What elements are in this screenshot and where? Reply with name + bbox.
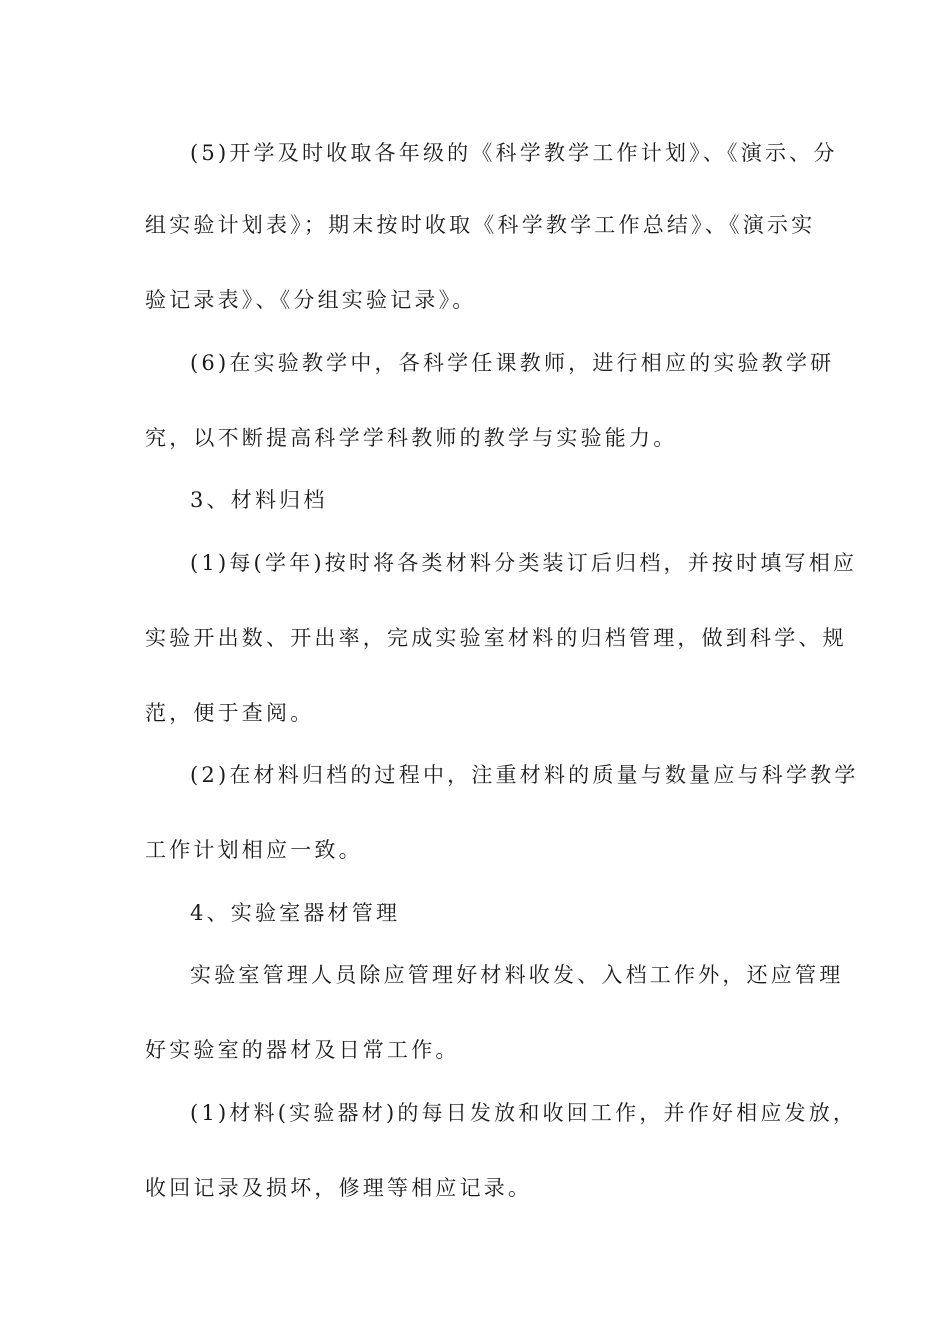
- paragraph-6-line-2: 究，以不断提高科学学科教师的教学与实验能力。: [145, 426, 678, 450]
- paragraph-intro-line-2: 好实验室的器材及日常工作。: [145, 1038, 460, 1062]
- paragraph-6-line-1: (6)在实验教学中，各科学任课教师，进行相应的实验教学研: [190, 351, 835, 375]
- paragraph-intro-line-1: 实验室管理人员除应管理好材料收发、入档工作外，还应管理: [190, 963, 844, 987]
- section-heading-4: 4、实验室器材管理: [190, 901, 401, 925]
- section-heading-3: 3、材料归档: [190, 488, 328, 512]
- paragraph-1-line-3: 范，便于查阅。: [145, 701, 315, 725]
- paragraph-1-line-1: (1)每(学年)按时将各类材料分类装订后归档，并按时填写相应: [190, 551, 858, 575]
- paragraph-2-line-1: (2)在材料归档的过程中，注重材料的质量与数量应与科学教学: [190, 763, 859, 787]
- paragraph-2-line-2: 工作计划相应一致。: [145, 838, 363, 862]
- paragraph-1-line-2: 实验开出数、开出率，完成实验室材料的归档管理，做到科学、规: [145, 626, 847, 650]
- paragraph-5-line-1: (5)开学及时收取各年级的《科学教学工作计划》、《演示、分: [190, 141, 838, 165]
- paragraph-5-line-2: 组实验计划表》；期末按时收取《科学教学工作总结》、《演示实: [145, 213, 816, 237]
- paragraph-5-line-3: 验记录表》、《分组实验记录》。: [145, 288, 477, 312]
- paragraph-equip-1-line-1: (1)材料(实验器材)的每日发放和收回工作，并作好相应发放，: [190, 1101, 858, 1125]
- paragraph-equip-1-line-2: 收回记录及损坏，修理等相应记录。: [145, 1176, 533, 1200]
